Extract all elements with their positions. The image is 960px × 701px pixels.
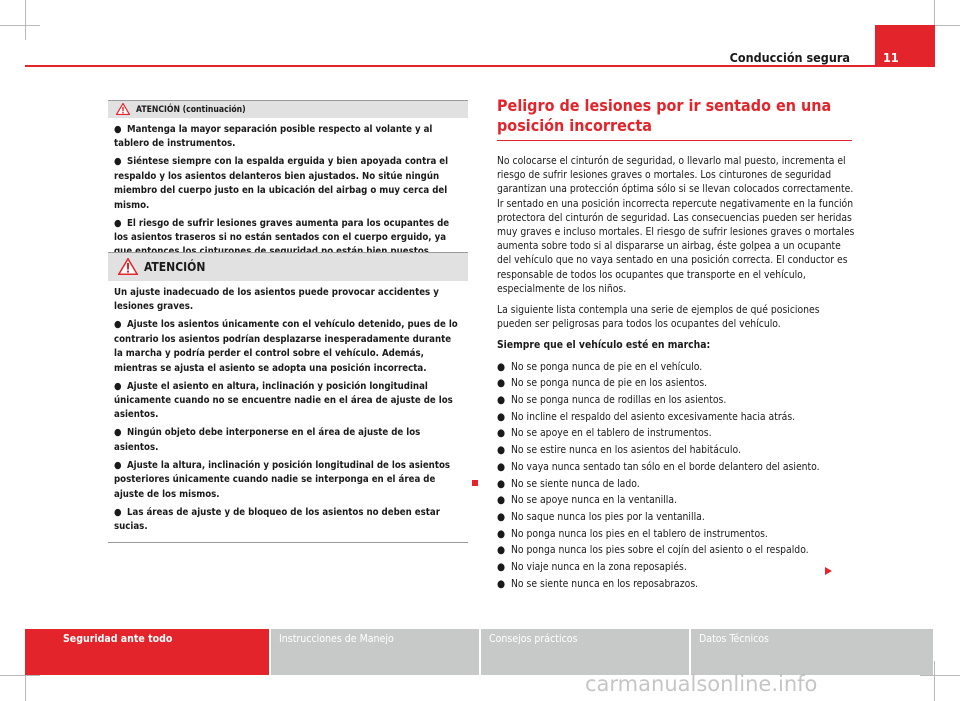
warning-bullet: ● Ajuste el asiento en altura, inclinación y posición longitudinal únicamente cuando no se encuentre nadie en el área de ajuste de los asientos. bbox=[114, 380, 453, 421]
warning-bullet: ● Siéntese siempre con la espalda erguida y bien apoyada contra el respaldo y los asientos delanteros bien ajustados. No sitúe ningún miembro del cuerpo justo en la ubicación del airbag o muy cerca del mismo. bbox=[114, 156, 449, 211]
list-item: ● No ponga nunca los pies sobre el cojín del asiento o el respaldo. bbox=[497, 544, 809, 557]
warning-box-title: ATENCIÓN (continuación) bbox=[136, 104, 246, 115]
warning-triangle-icon bbox=[116, 103, 130, 115]
list-item: ● No se ponga nunca de rodillas en los asientos. bbox=[497, 394, 727, 407]
heading-rule bbox=[497, 140, 852, 141]
warning-bullet: ● El riesgo de sufrir lesiones graves aumenta para los ocupantes de los asientos traseros si no están sentados con el cuerpo erguido, ya bbox=[114, 217, 450, 244]
tab-datos[interactable]: Datos Técnicos bbox=[691, 629, 933, 675]
warning-triangle-icon bbox=[118, 258, 138, 275]
positions-list bbox=[497, 360, 857, 591]
list-item: ● No ponga nunca los pies en el tablero de instrumentos. bbox=[497, 527, 768, 540]
continue-arrow-icon bbox=[825, 567, 832, 575]
warning-bullet: ● Ajuste los asientos únicamente con el vehículo detenido, pues de lo contrario los asientos podrían desplazarse inesperadamente durante la marcha y podría perder el control sobre el vehículo. Además, mientras se ajusta el asiento se adopta una posición incorrecta. bbox=[114, 319, 458, 374]
list-item: ● No se siente nunca de lado. bbox=[497, 477, 640, 490]
warning-bullet: ● Mantenga la mayor separación posible respecto al volante y al tablero de instrumentos. bbox=[114, 124, 433, 150]
crop-mark bbox=[920, 675, 960, 676]
warning-bullet: ● Las áreas de ajuste y de bloqueo de los asientos no deben estar sucias. bbox=[114, 506, 440, 533]
tab-consejos[interactable]: Consejos prácticos bbox=[481, 629, 689, 675]
watermark: carmanualsonline.info bbox=[585, 672, 818, 696]
paragraph: La siguiente lista contempla una serie de ejemplos de qué posiciones pueden ser peligrosas para todos los ocupantes del vehículo. bbox=[497, 304, 820, 331]
page-number: 11 bbox=[883, 50, 899, 65]
warning-box-body bbox=[108, 281, 468, 542]
crop-mark bbox=[0, 675, 40, 676]
warning-intro: Un ajuste inadecuado de los asientos puede provocar accidentes y lesiones graves. bbox=[114, 287, 439, 313]
list-item: ● No se apoye nunca en la ventanilla. bbox=[497, 494, 677, 507]
list-item: ● No viaje nunca en la zona reposapiés. bbox=[497, 561, 687, 574]
header-rule bbox=[25, 65, 935, 67]
warning-bullet: ● Ajuste la altura, inclinación y posición longitudinal de los asientos posteriores únicamente cuando nadie se interponga en el área de ajuste de los mismos. bbox=[114, 459, 451, 500]
list-item: ● No vaya nunca sentado tan sólo en el borde delantero del asiento. bbox=[497, 460, 820, 473]
list-intro: Siempre que el vehículo esté en marcha: bbox=[497, 339, 711, 352]
list-item: ● No saque nunca los pies por la ventanilla. bbox=[497, 510, 705, 523]
list-item: ● No se ponga nunca de pie en el vehículo. bbox=[497, 360, 703, 373]
warning-box-header bbox=[108, 252, 468, 281]
warning-box-seats bbox=[108, 252, 468, 543]
warning-box-body bbox=[108, 118, 468, 267]
paragraph: No colocarse el cinturón de seguridad, o llevarlo mal puesto, incrementa el riesgo de sufrir lesiones graves o mortales. Los cinturones de seguridad garantizan una protección óptima sólo si se llevan colocados correctamente. Ir sentado en una posición incorrecta repercute negativamente en la función protectora del cinturón de seguridad. Las consecuencias pueden ser heridas muy graves e incluso mortales. El riesgo de sufrir lesiones graves o mortales aumenta sobre todo si al dispararse un airbag, éste golpea a un ocupante del vehículo que no vaya sentado en una posición correcta. El conductor es responsable de todos los ocupantes que transporte en el vehículo, especialmente de los niños. bbox=[497, 155, 855, 295]
crop-mark bbox=[25, 0, 26, 40]
chapter-nav bbox=[25, 629, 935, 675]
section-title: Conducción segura bbox=[729, 50, 850, 65]
section-end-marker bbox=[472, 480, 478, 486]
warning-bullet: ● Ningún objeto debe interponerse en el área de ajuste de los asientos. bbox=[114, 427, 421, 453]
list-item: ● No se apoye en el tablero de instrumentos. bbox=[497, 427, 712, 440]
list-item: ● No se siente nunca en los reposabrazos. bbox=[497, 577, 699, 590]
tab-seguridad[interactable]: Seguridad ante todo bbox=[25, 629, 269, 675]
list-item: ● No se estire nunca en los asientos del habitáculo. bbox=[497, 444, 741, 457]
warning-box-continued bbox=[108, 100, 468, 268]
crop-mark bbox=[0, 25, 40, 26]
warning-box-header bbox=[108, 100, 468, 118]
tab-instrucciones[interactable]: Instrucciones de Manejo bbox=[271, 629, 479, 675]
right-column bbox=[497, 96, 857, 593]
section-heading: Peligro de lesiones por ir sentado en una posición incorrecta bbox=[497, 96, 832, 135]
warning-box-title: ATENCIÓN bbox=[144, 260, 206, 274]
section-text bbox=[497, 154, 857, 591]
list-item: ● No se ponga nunca de pie en los asientos. bbox=[497, 377, 708, 390]
list-item: ● No incline el respaldo del asiento excesivamente hacia atrás. bbox=[497, 410, 796, 423]
